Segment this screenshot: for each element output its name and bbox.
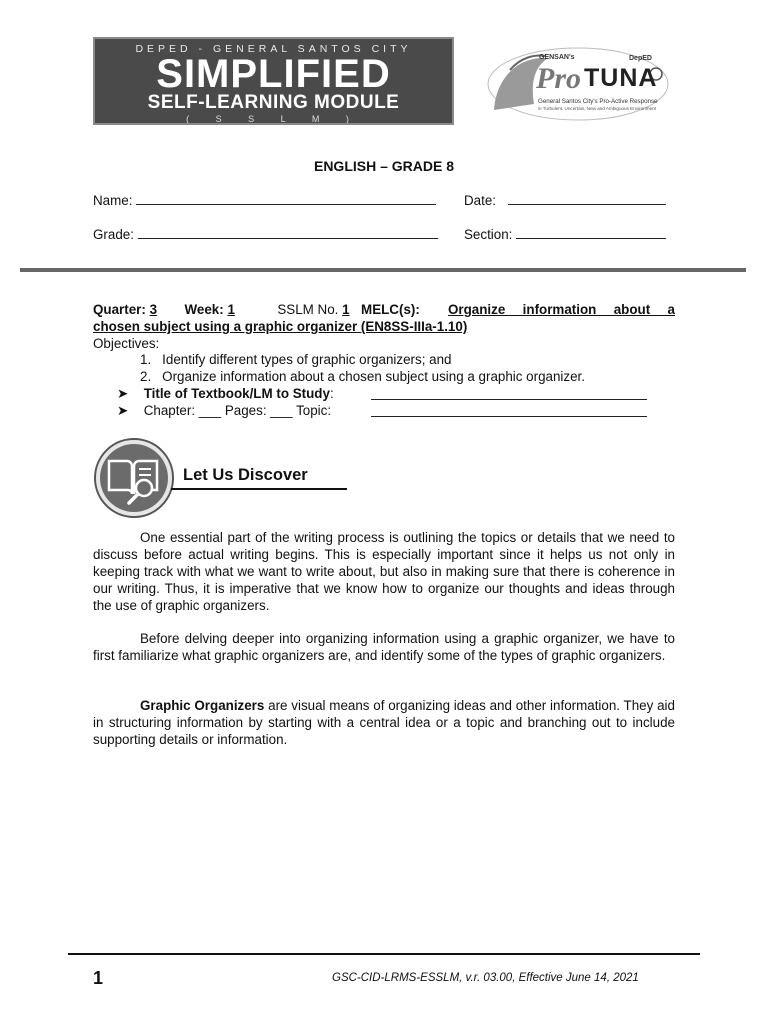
objective-item: 2. Organize information about a chosen subject using a graphic organizer. (140, 369, 585, 384)
melc-line-1 (448, 302, 675, 317)
week-label: Week: (184, 302, 224, 317)
textbook-blank[interactable] (371, 387, 647, 400)
footer-code: GSC-CID-LRMS-ESSLM, v.r. 03.00, Effective June 14, 2021 (332, 972, 639, 984)
quarter-value: 3 (149, 302, 158, 317)
section-blank[interactable] (516, 226, 666, 239)
grade-field[interactable] (93, 226, 438, 242)
textbook-label: Title of Textbook/LM to Study (143, 386, 330, 401)
topic-blank[interactable] (371, 404, 647, 417)
arrow-bullet-icon: ➤ (117, 386, 129, 401)
melc-text-2: chosen subject using a graphic organizer (EN8SS-IIIa-1.10) (93, 319, 468, 334)
page-number: 1 (93, 968, 104, 988)
logo-deped-text: DepED (629, 55, 652, 62)
banner-acronym: ( S S L M ) (186, 114, 361, 124)
logo-gensan-text: GENSAN's (539, 54, 575, 61)
date-label: Date: (464, 193, 497, 208)
melc-text-1: Organize information about a (448, 302, 675, 317)
protuna-logo (486, 40, 676, 130)
section-label: Section: (464, 227, 513, 242)
grade-blank[interactable] (138, 226, 438, 239)
paragraph-definition (93, 697, 675, 748)
banner-title: SIMPLIFIED (156, 52, 391, 96)
definition-text: are visual means of organizing ideas and other information. They aid in structuring information by starting with a central idea or a topic and branching out to include supporting details or information. (93, 698, 675, 747)
melc-line-2 (93, 319, 467, 334)
sslm-banner (93, 37, 454, 125)
footer-divider (68, 953, 700, 955)
heading-underline (171, 488, 347, 490)
paragraph-text-2: Before delving deeper into organizing information using a graphic organizer, we have to first familiarize what graphic organizers are, and identify some of the types of graphic organizers. (93, 631, 675, 663)
textbook-row (117, 386, 334, 402)
definition-term: Graphic Organizers (140, 698, 265, 713)
discover-book-magnifier-icon (93, 437, 175, 519)
arrow-bullet-icon: ➤ (117, 403, 129, 418)
header-divider (20, 268, 746, 272)
logo-tagline-small: in Turbulent, Uncertain, New and Ambiguous Environment (538, 106, 656, 111)
melc-label: MELC(s): (361, 302, 420, 317)
grade-label: Grade: (93, 227, 134, 242)
date-blank[interactable] (508, 192, 666, 205)
paragraph-text-1: One essential part of the writing process is outlining the topics or details that we need to discuss before actual writing begins. This is especially important since it helps us not only in keeping track with what we want to write about, but also in making sure that there is coherence in our writing. Thus, it is imperative that we know how to organize our thoughts and ideas through the use of graphic organizers. (93, 530, 675, 613)
banner-top-text: DEPED - GENERAL SANTOS CITY (135, 43, 412, 55)
name-label: Name: (93, 193, 133, 208)
subject-title: ENGLISH – GRADE 8 (313, 158, 455, 174)
objective-item: 1. Identify different types of graphic organizers; and (140, 352, 452, 367)
logo-pro-text: Pro (536, 62, 581, 95)
date-field[interactable] (464, 192, 666, 208)
quarter-label: Quarter: (93, 302, 146, 317)
name-blank[interactable] (136, 192, 436, 205)
chapter-label: Chapter: ___ Pages: ___ Topic: (143, 403, 332, 418)
sslm-label: SSLM No. (277, 302, 339, 317)
section-heading: Let Us Discover (183, 466, 308, 484)
textbook-colon: : (329, 386, 334, 401)
paragraph-familiarize (93, 630, 675, 664)
name-field[interactable] (93, 192, 436, 208)
week-value: 1 (227, 302, 235, 317)
section-field[interactable] (464, 226, 666, 242)
objectives-label: Objectives: (93, 336, 160, 351)
sslm-value: 1 (342, 302, 350, 317)
logo-tagline: General Santos City's Pro-Active Response (538, 98, 658, 105)
logo-tuna-text: TUNA (584, 64, 658, 92)
objective-text-2: Organize information about a chosen subject using a graphic organizer. (162, 369, 585, 384)
paragraph-outline (93, 529, 675, 614)
chapter-row (117, 403, 331, 419)
objective-text-1: Identify different types of graphic organizers; and (162, 352, 452, 367)
banner-subtitle: SELF-LEARNING MODULE (147, 92, 400, 113)
